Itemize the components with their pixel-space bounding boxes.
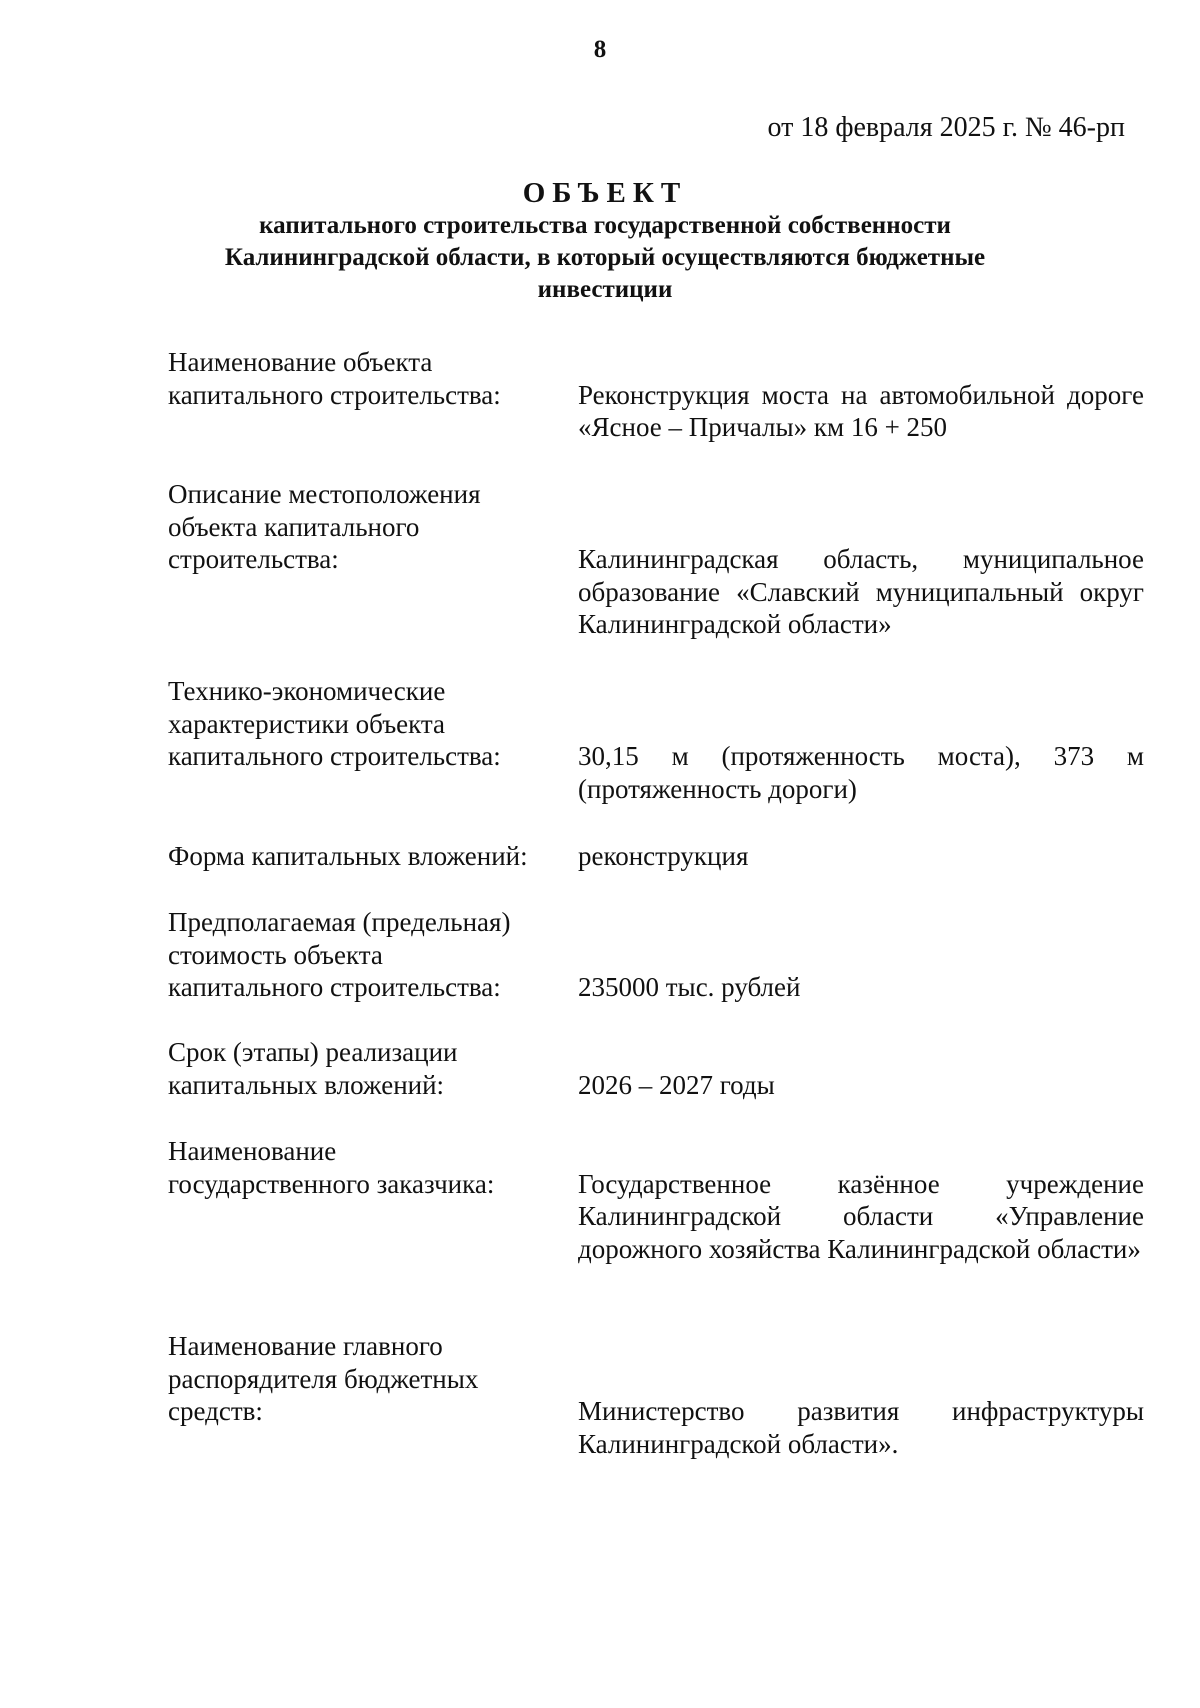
row-value: Министерство развития инфраструктуры Калининградской области». xyxy=(578,1396,1144,1459)
row-label: Срок (этапы) реализации капитальных вложений: xyxy=(168,1037,458,1100)
row-label: Наименование государственного заказчика: xyxy=(168,1136,495,1199)
document-reference: от 18 февраля 2025 г. № 46-рп xyxy=(767,112,1125,143)
row-label: Технико-экономические характеристики объекта капитального строительства: xyxy=(168,676,501,771)
row-label: Наименование главного распорядителя бюджетных средств: xyxy=(168,1331,479,1426)
row-label: Предполагаемая (предельная) стоимость объекта капитального строительства: xyxy=(168,907,511,1002)
row-value: реконструкция xyxy=(578,841,749,871)
row-label: Описание местоположения объекта капитального строительства: xyxy=(168,479,481,574)
row-value: Калининградская область, муниципальное образование «Славский муниципальный округ Калининградской области» xyxy=(578,544,1144,639)
document-heading xyxy=(180,176,1030,306)
row-value: 2026 – 2027 годы xyxy=(578,1069,775,1100)
row-value: Реконструкция моста на автомобильной дороге «Ясное – Причалы» км 16 + 250 xyxy=(578,379,1144,442)
row-value: 235000 тыс. рублей xyxy=(578,972,801,1002)
row-label: Форма капитальных вложений: xyxy=(168,841,528,871)
row-value: Государственное казённое учреждение Калининградской области «Управление дорожного хозяйства Калининградской области» xyxy=(578,1168,1144,1264)
heading-subtitle: капитального строительства государственной собственности Калининградской области, в который осуществляются бюджетные инвестиции xyxy=(224,212,986,303)
row-value: 30,15 м (протяженность моста), 373 м (протяженность дороги) xyxy=(578,741,1144,804)
heading-title: ОБЪЕКТ xyxy=(522,177,688,209)
row-label: Наименование объекта капитального строительства: xyxy=(168,347,501,410)
page-number: 8 xyxy=(593,36,607,63)
